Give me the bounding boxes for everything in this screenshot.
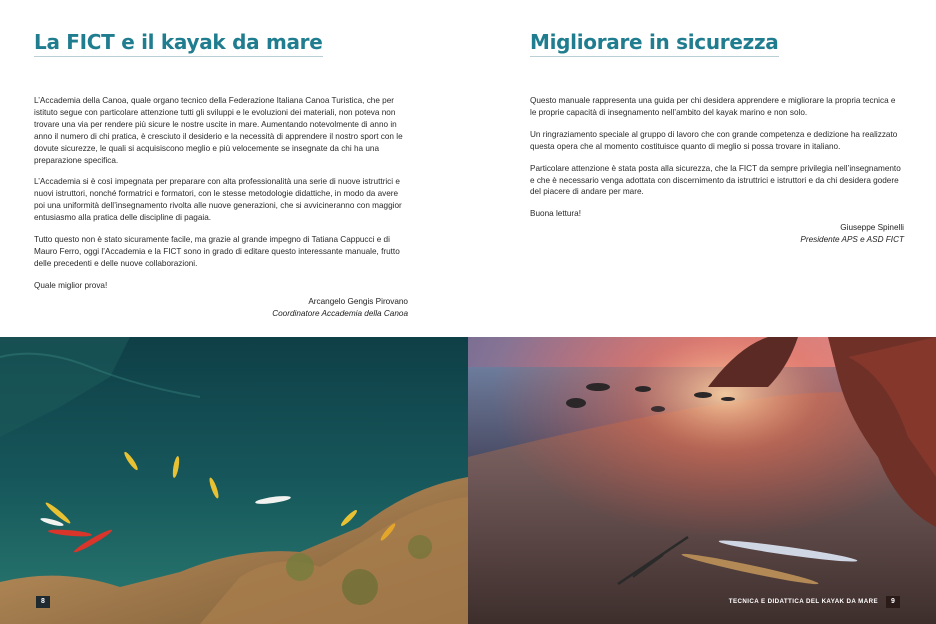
sunset-beach-photo bbox=[468, 337, 936, 624]
right-paragraph-4: Buona lettura! bbox=[530, 209, 581, 219]
kayaks-at-sea-photo bbox=[0, 337, 468, 624]
left-signature bbox=[272, 296, 408, 320]
left-signature-role: Coordinatore Accademia della Canoa bbox=[272, 308, 408, 318]
left-body-text bbox=[34, 95, 408, 302]
right-signature bbox=[800, 222, 904, 246]
right-body-text bbox=[530, 95, 904, 230]
right-page-number: 9 bbox=[886, 596, 900, 608]
left-paragraph-2: L’Accademia si è così impegnata per preparare con alta professionalità una serie di nuove istruttrici e nuovi istruttori, nonché formatrici e formatori, con le stesse metodologie didattiche, in modo da avere poi una uniformità dell’insegnamento rivolta alle nuove generazioni, che si avvicineranno con maggior entusiasmo alla pratica delle discipline di pagaia. bbox=[34, 177, 402, 223]
right-signature-name: Giuseppe Spinelli bbox=[840, 223, 904, 232]
left-paragraph-1: L’Accademia della Canoa, quale organo tecnico della Federazione Italiana Canoa Turistica, che per istituto segue con particolare attenzione tutti gli sviluppi e le evoluzioni dei materiali, non poteva non trovare una via per rendere più sicure le nostre uscite in mare. Aumentando notevolmente di anno in anno il numero di chi pratica, è cresciuto il desiderio e la necessità di apprendere il nostro sport con le dovute sicurezze, le quali si acquisiscono meglio e più velocemente se insegnate da chi ha una preparazione specifica. bbox=[34, 96, 403, 165]
left-page-number: 8 bbox=[36, 596, 50, 608]
right-paragraph-2: Un ringraziamento speciale al gruppo di lavoro che con grande competenza e dedizione ha realizzato questa opera che al momento costituisce quanto di meglio si possa trovare in italiano. bbox=[530, 129, 898, 151]
right-paragraph-1: Questo manuale rappresenta una guida per chi desidera apprendere e migliorare la propria tecnica e le proprie capacità di insegnamento nell’ambito del kayak marino e non solo. bbox=[530, 96, 896, 117]
right-page bbox=[468, 0, 936, 624]
left-page-title: La FICT e il kayak da mare bbox=[34, 30, 323, 57]
right-footer-title: TECNICA E DIDATTICA DEL KAYAK DA MARE bbox=[728, 598, 878, 605]
left-paragraph-3: Tutto questo non è stato sicuramente facile, ma grazie al grande impegno di Tatiana Cappucci e di Mauro Ferro, oggi l’Accademia e la FICT sono in grado di editare questo interessante manuale, frutto delle precedenti e delle nuove collaborazioni. bbox=[34, 235, 400, 268]
right-signature-role: Presidente APS e ASD FICT bbox=[800, 234, 904, 244]
right-paragraph-3: Particolare attenzione è stata posta alla sicurezza, che la FICT da sempre privilegia nell’insegnamento e che è necessario venga adottata con discernimento da istruttrici e istruttori e da chi desidera godere del piacere di andare per mare. bbox=[530, 163, 901, 197]
left-signature-name: Arcangelo Gengis Pirovano bbox=[308, 297, 408, 306]
right-page-title: Migliorare in sicurezza bbox=[530, 30, 779, 57]
left-paragraph-4: Quale miglior prova! bbox=[34, 280, 108, 290]
